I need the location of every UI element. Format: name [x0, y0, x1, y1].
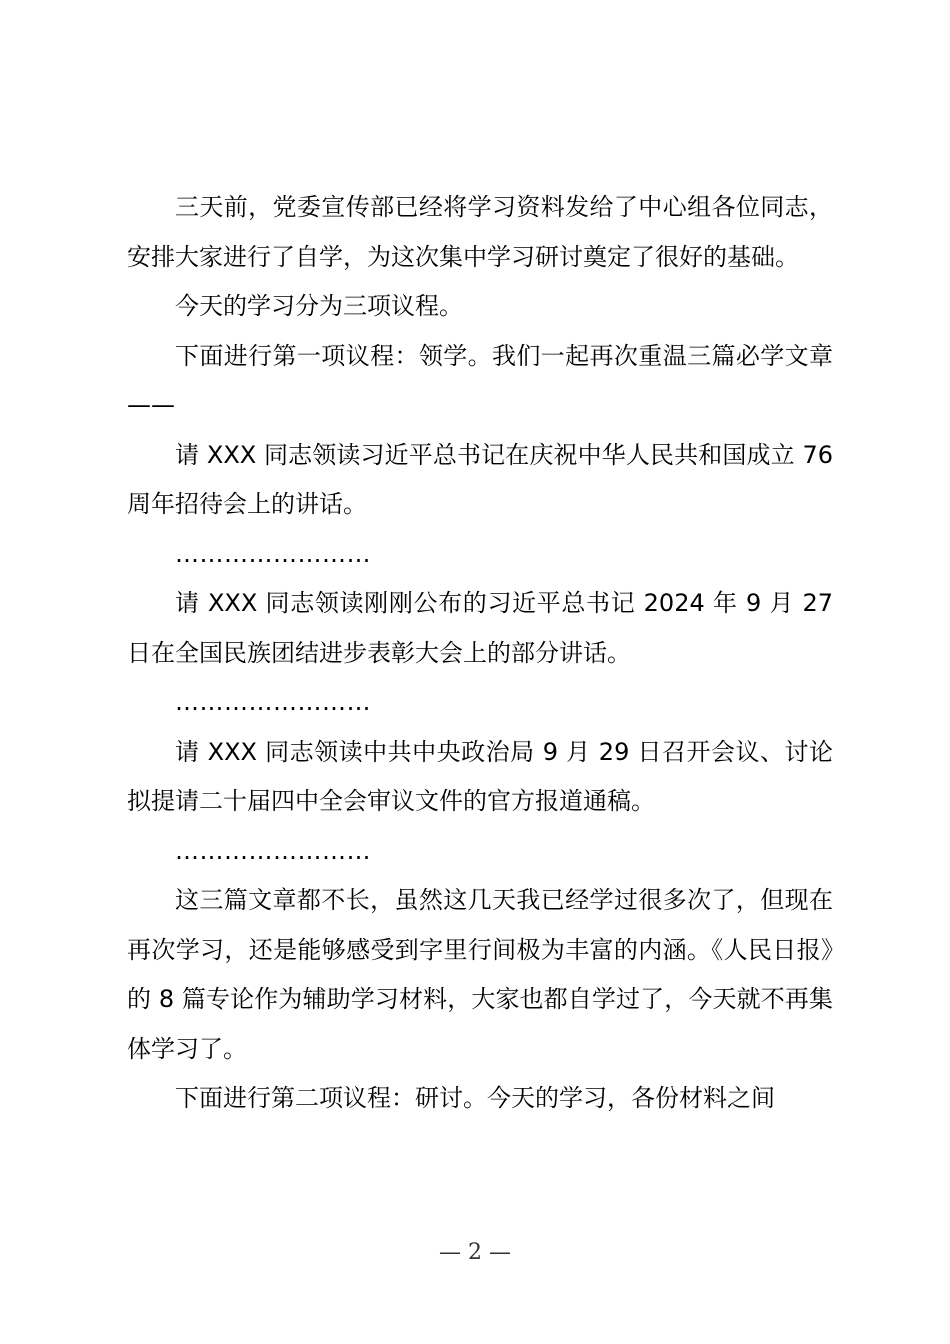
paragraph-ellipsis-3: …………………… [175, 836, 371, 865]
paragraph-reading-2: 请 XXX 同志领读刚刚公布的习近平总书记 2024 年 9 月 27 日在全国民族团结进步表彰大会上的部分讲话。 [127, 589, 833, 667]
paragraph-summary: 这三篇文章都不长，虽然这几天我已经学过很多次了，但现在再次学习，还是能够感受到字里行间极为丰富的内涵。《人民日报》的 8 篇专论作为辅助学习材料，大家也都自学过了，今天就不再集体学习了。 [127, 886, 833, 1063]
paragraph-ellipsis-1: …………………… [175, 539, 371, 568]
paragraph-reading-3: 请 XXX 同志领读中共中央政治局 9 月 29 日召开会议、讨论拟提请二十届四中全会审议文件的官方报道通稿。 [127, 737, 833, 815]
page-number: — 2 — [439, 1240, 511, 1265]
paragraph-preparation: 三天前，党委宣传部已经将学习资料发给了中心组各位同志，安排大家进行了自学，为这次集中学习研讨奠定了很好的基础。 [127, 193, 833, 271]
document-body [127, 183, 833, 1124]
paragraph-second-agenda: 下面进行第二项议程：研讨。今天的学习，各份材料之间 [175, 1084, 775, 1112]
paragraph-agenda: 今天的学习分为三项议程。 [175, 292, 463, 320]
paragraph-first-agenda: 下面进行第一项议程：领学。我们一起再次重温三篇必学文章—— [127, 341, 833, 419]
paragraph-reading-1: 请 XXX 同志领读习近平总书记在庆祝中华人民共和国成立 76 周年招待会上的讲话。 [127, 440, 833, 518]
paragraph-ellipsis-2: …………………… [175, 688, 371, 716]
